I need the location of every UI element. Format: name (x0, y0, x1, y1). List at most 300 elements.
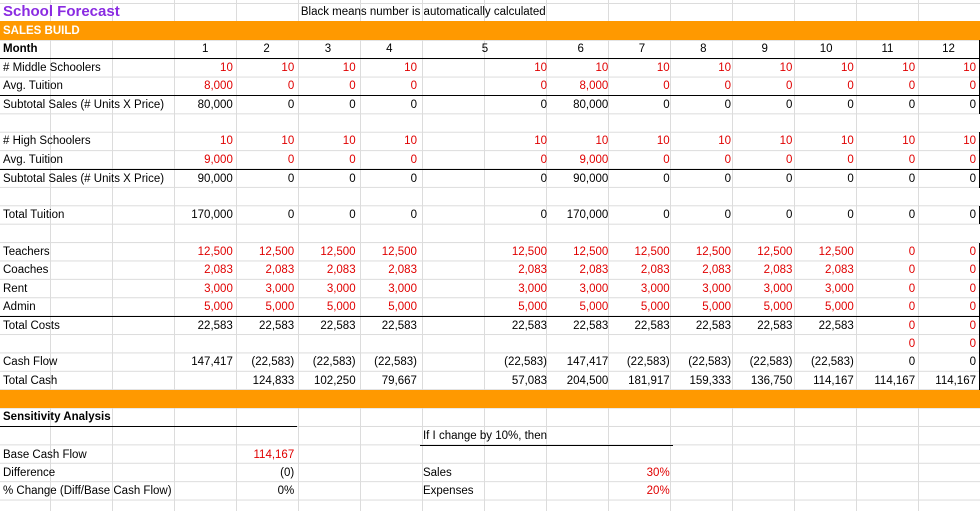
month-header-7[interactable]: 7 (611, 40, 672, 59)
cell[interactable]: 0 (918, 335, 979, 353)
cell[interactable]: 10 (718, 135, 732, 148)
cell[interactable] (175, 372, 236, 390)
cell[interactable]: 0 (918, 280, 979, 298)
cell[interactable] (734, 114, 795, 132)
row-label[interactable]: # High Schoolers (3, 135, 91, 148)
cell[interactable] (550, 335, 611, 353)
cell[interactable] (550, 188, 611, 206)
sensitivity-row (0, 482, 980, 500)
cell[interactable] (550, 114, 611, 132)
cell[interactable]: 5,000 (611, 298, 672, 317)
cell[interactable]: 2,083 (763, 264, 793, 277)
table-row (0, 224, 980, 242)
cell[interactable]: 0 (908, 98, 916, 111)
cell[interactable]: 0 (908, 264, 916, 277)
table-row (0, 335, 980, 353)
row-label[interactable]: Avg. Tuition (0, 77, 175, 96)
row-label[interactable]: Teachers (3, 245, 50, 258)
cell[interactable]: 0 (410, 172, 417, 185)
cell[interactable]: 9,000 (175, 151, 236, 170)
divider-cell (236, 390, 297, 408)
divider-cell (297, 390, 358, 408)
row-label[interactable]: Coaches (3, 264, 49, 277)
cell[interactable]: 0 (611, 77, 672, 96)
cell[interactable]: 0 (349, 209, 356, 222)
cell[interactable]: 0 (236, 151, 297, 170)
expenses-label[interactable]: Expenses (422, 485, 474, 498)
cell[interactable]: 10 (841, 61, 854, 74)
cell[interactable]: 0 (918, 298, 979, 317)
cell[interactable]: 0 (918, 353, 979, 371)
cell[interactable]: (22,583) (504, 356, 547, 369)
cell[interactable]: 10 (779, 135, 793, 148)
cell[interactable]: 3,000 (825, 282, 854, 295)
cell[interactable] (734, 335, 795, 353)
row-label[interactable]: Cash Flow (3, 356, 58, 369)
cell[interactable]: 5,000 (359, 298, 420, 317)
row-label[interactable]: Total Costs (3, 319, 60, 332)
cell[interactable] (420, 114, 550, 132)
cell[interactable] (175, 188, 236, 206)
cell[interactable]: 2,083 (579, 264, 609, 277)
cell[interactable]: 0 (918, 316, 979, 335)
cell[interactable]: 0 (734, 151, 795, 170)
cell[interactable]: 0 (673, 77, 734, 96)
month-header-4[interactable]: 4 (359, 40, 420, 59)
cell[interactable]: 114,167 (874, 374, 916, 387)
row-label[interactable] (0, 224, 175, 242)
cell[interactable]: 10 (534, 61, 547, 74)
cell[interactable]: 0 (857, 298, 918, 317)
cell[interactable]: 0 (724, 98, 732, 111)
row-label[interactable]: Total Tuition (3, 209, 65, 222)
cell[interactable]: 170,000 (191, 209, 233, 222)
cell[interactable]: 12,500 (695, 245, 732, 258)
cell[interactable]: 0 (795, 151, 856, 170)
cell[interactable] (734, 188, 795, 206)
cell[interactable]: 10 (918, 58, 979, 77)
table-row (0, 316, 980, 335)
cell[interactable]: (22,583) (749, 356, 793, 369)
cell[interactable]: 10 (342, 61, 356, 74)
blank[interactable] (611, 427, 672, 446)
cell[interactable]: 12,500 (259, 245, 295, 258)
cell[interactable]: 3,000 (204, 282, 233, 295)
cell[interactable]: (22,583) (251, 356, 295, 369)
cell[interactable]: 22,583 (259, 319, 295, 332)
cell[interactable] (611, 114, 672, 132)
row-label[interactable] (0, 188, 175, 206)
cell[interactable]: 147,417 (566, 356, 609, 369)
cell[interactable] (918, 224, 979, 242)
month-header-12[interactable]: 12 (918, 40, 979, 59)
cell[interactable]: 5,000 (550, 298, 611, 317)
cell[interactable]: 0 (420, 151, 550, 170)
table-row (0, 372, 980, 390)
cell[interactable]: 0 (663, 172, 670, 185)
cell[interactable]: 10 (220, 61, 233, 74)
sheet-title[interactable]: School Forecast (3, 3, 120, 21)
cell[interactable]: 0 (847, 172, 854, 185)
cell[interactable]: 57,083 (511, 374, 547, 387)
row-label[interactable]: Avg. Tuition (0, 151, 175, 170)
cell[interactable]: 12,500 (197, 245, 233, 258)
cell[interactable]: 0 (349, 98, 356, 111)
cell[interactable]: 22,583 (511, 319, 547, 332)
cell[interactable] (795, 224, 856, 242)
cell[interactable]: 10 (841, 135, 854, 148)
cell[interactable] (611, 335, 672, 353)
month-header-1[interactable]: 1 (175, 40, 236, 59)
cell[interactable]: 10 (595, 61, 609, 74)
cell[interactable]: 2,083 (265, 264, 295, 277)
divider-cell (0, 390, 175, 408)
table-row (0, 243, 980, 261)
divider-cell (734, 390, 795, 408)
cell[interactable] (673, 224, 734, 242)
pct-change-label[interactable]: % Change (Diff/Base Cash Flow) (3, 485, 172, 498)
cell[interactable]: (22,583) (810, 356, 854, 369)
cell[interactable]: 0 (540, 172, 547, 185)
cell[interactable]: 90,000 (573, 172, 609, 185)
cell[interactable]: 0 (611, 151, 672, 170)
cell[interactable] (918, 114, 979, 132)
cell[interactable]: 0 (410, 209, 417, 222)
cell[interactable]: 170,000 (566, 209, 609, 222)
cell[interactable]: 10 (281, 61, 295, 74)
difference-value[interactable]: (0) (280, 467, 295, 480)
cell[interactable]: 0 (420, 77, 550, 96)
cell[interactable] (611, 188, 672, 206)
cell[interactable]: 2,083 (204, 264, 233, 277)
cell[interactable]: 0 (786, 98, 793, 111)
cell[interactable]: 0 (540, 98, 547, 111)
cell[interactable]: 2,083 (702, 264, 732, 277)
cell[interactable] (175, 335, 236, 353)
cell[interactable]: 10 (220, 135, 233, 148)
cell[interactable]: 114,167 (813, 374, 854, 387)
cell[interactable]: (22,583) (374, 356, 417, 369)
row-label[interactable]: Subtotal Sales (# Units X Price) (3, 98, 165, 111)
cell[interactable]: 2,083 (640, 264, 670, 277)
cell[interactable] (673, 188, 734, 206)
cell[interactable] (795, 188, 856, 206)
cell[interactable] (359, 188, 420, 206)
table-row (0, 114, 980, 132)
row-label[interactable] (0, 335, 175, 353)
cell[interactable]: 0 (297, 151, 358, 170)
cell[interactable]: 22,583 (381, 319, 417, 332)
cell[interactable]: 0 (857, 151, 918, 170)
cell[interactable]: 12,500 (320, 245, 356, 258)
cell[interactable]: 5,000 (795, 298, 856, 317)
divider-cell (918, 390, 979, 408)
base-cash-flow-label[interactable]: Base Cash Flow (3, 448, 87, 461)
cell[interactable]: 22,583 (320, 319, 356, 332)
cell[interactable]: 0 (297, 77, 358, 96)
cell[interactable]: 204,500 (566, 374, 609, 387)
cell[interactable]: 80,000 (197, 98, 233, 111)
cell[interactable]: 5,000 (236, 298, 297, 317)
sensitivity-title[interactable]: Sensitivity Analysis (0, 408, 175, 427)
cell[interactable]: 8,000 (175, 77, 236, 96)
cell[interactable] (297, 188, 358, 206)
cell[interactable] (359, 224, 420, 242)
cell[interactable] (297, 224, 358, 242)
table-row (0, 206, 980, 224)
cell[interactable] (236, 335, 297, 353)
month-header-6[interactable]: 6 (550, 40, 611, 59)
difference-label[interactable]: Difference (3, 467, 56, 480)
sensitivity-row (0, 408, 980, 427)
legend-note[interactable]: Black means number is automatically calculated (300, 6, 546, 19)
pct-change-value[interactable]: 0% (277, 485, 295, 498)
cell[interactable] (550, 224, 611, 242)
table-row (0, 95, 980, 114)
cell[interactable] (857, 114, 918, 132)
divider-cell (673, 390, 734, 408)
row-label[interactable]: Total Cash (3, 374, 58, 387)
cell[interactable]: 9,000 (550, 151, 611, 170)
cell[interactable]: 0 (918, 95, 979, 114)
cell[interactable]: 10 (656, 135, 670, 148)
table-row (0, 261, 980, 279)
cell[interactable]: 0 (908, 245, 916, 258)
cell[interactable]: 5,000 (297, 298, 358, 317)
table-row (0, 298, 980, 317)
cell[interactable]: 2,083 (326, 264, 356, 277)
cell[interactable] (297, 335, 358, 353)
cell[interactable] (420, 188, 550, 206)
cell[interactable]: 10 (779, 61, 793, 74)
cell[interactable]: 0 (724, 209, 732, 222)
cell[interactable]: 12,500 (634, 245, 670, 258)
cell[interactable]: 12,500 (511, 245, 547, 258)
base-cash-flow-value[interactable]: 114,167 (253, 448, 295, 461)
cell[interactable]: 102,250 (314, 374, 356, 387)
cell[interactable]: 0 (287, 172, 295, 185)
cell[interactable]: 159,333 (689, 374, 732, 387)
sensitivity-row (0, 464, 980, 482)
month-header-2[interactable]: 2 (236, 40, 297, 59)
if-change-text[interactable]: If I change by 10%, then (420, 427, 550, 446)
cell[interactable] (734, 224, 795, 242)
cell[interactable] (918, 188, 979, 206)
cell[interactable]: 2,083 (518, 264, 547, 277)
blank[interactable] (175, 408, 236, 427)
table-row (0, 132, 980, 150)
cell[interactable]: 0 (236, 77, 297, 96)
cell[interactable]: 0 (287, 209, 295, 222)
cell[interactable] (297, 114, 358, 132)
month-header-9[interactable]: 9 (734, 40, 795, 59)
sensitivity-row (0, 445, 980, 463)
cell[interactable]: 22,583 (757, 319, 793, 332)
cell[interactable]: 10 (342, 135, 356, 148)
row-label[interactable]: Admin (0, 298, 175, 317)
cell[interactable]: 0 (847, 98, 854, 111)
cell[interactable]: 12,500 (757, 245, 793, 258)
divider-cell (359, 390, 420, 408)
cell[interactable]: 0 (908, 338, 916, 351)
cell[interactable]: 3,000 (518, 282, 547, 295)
month-label[interactable]: Month (0, 40, 175, 59)
cell[interactable]: 0 (918, 77, 979, 96)
month-header-5[interactable]: 5 (420, 40, 550, 59)
row-label[interactable]: Rent (3, 282, 28, 295)
cell[interactable]: 0 (908, 319, 916, 332)
cell[interactable]: 90,000 (197, 172, 233, 185)
cell[interactable] (795, 335, 856, 353)
cell[interactable]: 2,083 (388, 264, 417, 277)
cell[interactable]: 0 (847, 209, 854, 222)
table-row (0, 188, 980, 206)
cell[interactable]: 124,833 (252, 374, 295, 387)
cell[interactable]: 3,000 (265, 282, 295, 295)
blank[interactable] (236, 408, 297, 427)
expenses-value[interactable]: 20% (646, 485, 670, 498)
row-label[interactable]: # Middle Schoolers (3, 61, 101, 74)
divider-cell (857, 390, 918, 408)
row-label[interactable]: Subtotal Sales (# Units X Price) (3, 172, 165, 185)
table-row (0, 280, 980, 298)
cell[interactable]: 0 (786, 172, 793, 185)
cell[interactable] (236, 114, 297, 132)
cell[interactable] (175, 114, 236, 132)
sensitivity-row (0, 427, 980, 446)
cell[interactable]: 22,583 (818, 319, 854, 332)
cell[interactable]: 10 (902, 61, 916, 74)
cell[interactable] (420, 335, 550, 353)
cell[interactable]: 0 (663, 209, 670, 222)
cell[interactable] (857, 188, 918, 206)
cell[interactable]: 0 (724, 172, 732, 185)
cell[interactable]: 10 (281, 135, 295, 148)
cell[interactable] (359, 335, 420, 353)
month-header-3[interactable]: 3 (297, 40, 358, 59)
cell[interactable]: 0 (918, 206, 979, 224)
cell[interactable]: 79,667 (381, 374, 417, 387)
cell[interactable] (175, 224, 236, 242)
cell[interactable] (673, 114, 734, 132)
cell[interactable]: 10 (595, 135, 609, 148)
cell[interactable]: 0 (734, 77, 795, 96)
cell[interactable]: 0 (795, 77, 856, 96)
cell[interactable]: 10 (918, 132, 979, 150)
cell[interactable] (795, 114, 856, 132)
cell[interactable]: 10 (718, 61, 732, 74)
sales-value[interactable]: 30% (646, 467, 670, 480)
cell[interactable]: 0 (359, 151, 420, 170)
cell[interactable]: (22,583) (626, 356, 670, 369)
cell[interactable]: 0 (359, 77, 420, 96)
row-label[interactable] (0, 114, 175, 132)
divider-cell (420, 390, 550, 408)
cell[interactable]: 8,000 (550, 77, 611, 96)
cell[interactable]: 5,000 (734, 298, 795, 317)
cell[interactable]: 114,167 (918, 372, 979, 390)
cell[interactable] (420, 224, 550, 242)
cell[interactable]: 0 (918, 261, 979, 279)
cell[interactable]: (22,583) (312, 356, 356, 369)
cell[interactable]: 3,000 (326, 282, 356, 295)
cell[interactable] (611, 224, 672, 242)
cell[interactable]: 0 (287, 98, 295, 111)
cell[interactable]: 80,000 (573, 98, 609, 111)
cell[interactable]: 0 (540, 209, 547, 222)
cell[interactable]: 3,000 (640, 282, 670, 295)
table-row (0, 58, 980, 77)
cell[interactable]: 0 (410, 98, 417, 111)
cell[interactable]: 5,000 (673, 298, 734, 317)
divider-cell (611, 390, 672, 408)
section-header[interactable]: SALES BUILD (0, 21, 175, 39)
cell[interactable]: 0 (918, 169, 979, 188)
cell[interactable]: 22,583 (634, 319, 670, 332)
cell[interactable] (857, 224, 918, 242)
cell[interactable]: 5,000 (420, 298, 550, 317)
sales-label[interactable]: Sales (422, 467, 452, 480)
cell[interactable]: 0 (908, 282, 916, 295)
cell[interactable] (236, 188, 297, 206)
table-row (0, 169, 980, 188)
cell[interactable]: 22,583 (695, 319, 732, 332)
month-header-8[interactable]: 8 (673, 40, 734, 59)
cell[interactable]: 0 (908, 172, 916, 185)
cell[interactable]: 12,500 (818, 245, 854, 258)
cell[interactable]: 10 (534, 135, 547, 148)
cell[interactable]: 0 (918, 151, 979, 170)
cell[interactable]: 22,583 (197, 319, 233, 332)
cell[interactable]: 3,000 (763, 282, 793, 295)
cell[interactable]: 181,917 (628, 374, 670, 387)
cell[interactable]: (22,583) (688, 356, 732, 369)
cell[interactable]: 0 (908, 209, 916, 222)
cell[interactable]: 10 (656, 61, 670, 74)
blank[interactable] (550, 427, 611, 446)
cell[interactable]: 10 (404, 135, 417, 148)
cell[interactable] (673, 335, 734, 353)
cell[interactable]: 136,750 (750, 374, 793, 387)
cell[interactable]: 12,500 (573, 245, 609, 258)
month-header-10[interactable]: 10 (795, 40, 856, 59)
divider-cell (175, 390, 236, 408)
cell[interactable]: 0 (918, 243, 979, 261)
cell[interactable]: 0 (908, 356, 916, 369)
cell[interactable]: 3,000 (702, 282, 732, 295)
month-header-11[interactable]: 11 (857, 40, 918, 59)
cell[interactable]: 0 (673, 151, 734, 170)
cell[interactable]: 0 (786, 209, 793, 222)
cell[interactable]: 10 (902, 135, 916, 148)
table-row (0, 353, 980, 371)
cell[interactable]: 3,000 (388, 282, 417, 295)
cell[interactable]: 10 (404, 61, 417, 74)
cell[interactable]: 5,000 (175, 298, 236, 317)
cell[interactable]: 147,417 (191, 356, 233, 369)
cell[interactable] (359, 114, 420, 132)
table-row (0, 77, 980, 96)
cell[interactable]: 3,000 (579, 282, 609, 295)
cell[interactable]: 12,500 (381, 245, 417, 258)
cell[interactable]: 0 (663, 98, 670, 111)
cell[interactable]: 0 (857, 77, 918, 96)
cell[interactable]: 22,583 (573, 319, 609, 332)
cell[interactable]: 2,083 (825, 264, 854, 277)
cell[interactable] (236, 224, 297, 242)
forecast-table (0, 3, 980, 501)
cell[interactable]: 0 (349, 172, 356, 185)
